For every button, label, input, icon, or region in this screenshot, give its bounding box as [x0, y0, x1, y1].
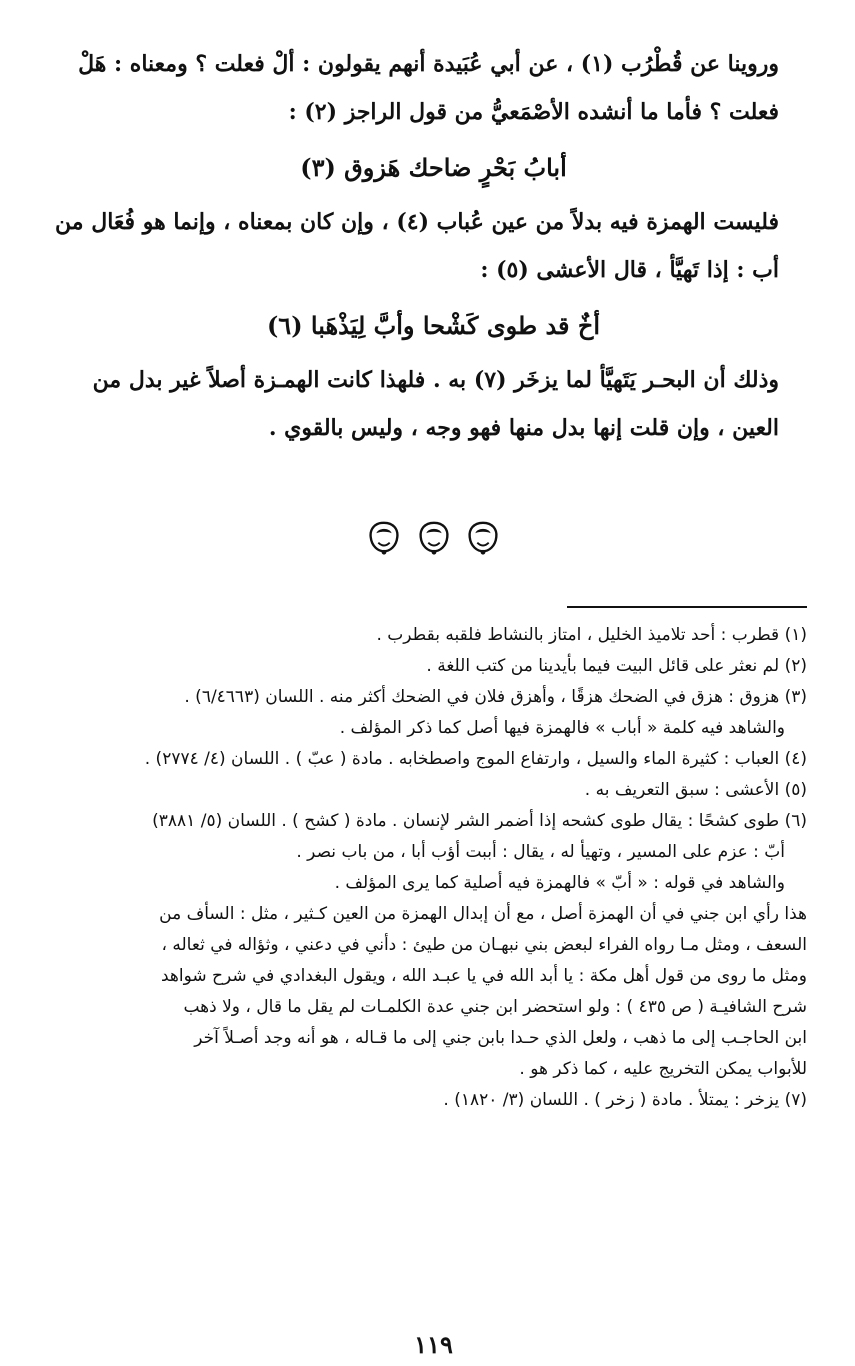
- footnote-line: ابن الحاجـب إلى ما ذهب ، ولعل الذي حـدا بابن جني إلى ما قـاله ، هو أنه وجد أصـلاً آخر: [194, 1028, 807, 1048]
- flower-ornament-icon: [415, 518, 453, 556]
- book-page: [55, 40, 807, 1366]
- footnote-5: [60, 775, 807, 806]
- footnotes: [60, 620, 807, 1116]
- footnote-4: [60, 744, 807, 775]
- section-ornaments: [60, 518, 807, 560]
- footnote-line: (٥) الأعشى : سبق التعريف به .: [584, 780, 807, 800]
- text-line: العين ، وإن قلت إنها بدل منها فهو وجه ، وليس بالقوي .: [268, 415, 779, 441]
- paragraph-2: [55, 198, 807, 294]
- footnote-commentary: [60, 899, 807, 1085]
- footnote-2: [60, 651, 807, 682]
- footnote-line: هذا رأي ابن جني في أن الهمزة أصل ، مع أن إبدال الهمزة من العين كـثير ، مثل : السأف من: [159, 904, 807, 924]
- paragraph-3: [60, 356, 807, 452]
- footnote-line: والشاهد في قوله : « أبّ » فالهمزة فيه أصلية كما يرى المؤلف .: [334, 873, 785, 893]
- footnote-divider: [567, 606, 807, 608]
- verse-2: أخٌ قد طوى كَشْحا وأبَّ لِيَذْهَبا (٦): [266, 311, 601, 340]
- footnote-line: (٢) لم نعثر على قائل البيت فيما بأيدينا من كتب اللغة .: [426, 656, 807, 676]
- footnote-3: [60, 682, 807, 744]
- verse-1: أبابُ بَحْرٍ ضاحك هَزوق (٣): [300, 153, 567, 182]
- page-number: ١١٩: [414, 1330, 453, 1359]
- text-line: وذلك أن البحـر يَتَهيَّأ لما يزخَر (٧) به . فلهذا كانت الهمـزة أصلاً غير بدل من: [92, 367, 779, 393]
- footnote-1: [60, 620, 807, 651]
- flower-ornament-icon: [365, 518, 403, 556]
- text-line: فليست الهمزة فيه بدلاً من عين عُباب (٤) ، وإن كان بمعناه ، وإنما هو فُعَال من: [55, 209, 779, 235]
- footnote-7: [60, 1085, 807, 1116]
- footnote-line: السعف ، ومثل مـا رواه الفراء لبعض بني نبهـان من طيئ : دأني في دعني ، وثؤاله في ثعاله ،: [161, 935, 807, 955]
- footnote-line: (١) قطرب : أحد تلاميذ الخليل ، امتاز بالنشاط فلقبه بقطرب .: [376, 625, 807, 645]
- paragraph-1: [60, 40, 807, 136]
- footnote-line: أبّ : عزم على المسير ، وتهيأ له ، يقال : أببت أؤب أبا ، من باب نصر .: [296, 842, 785, 862]
- footnote-line: (٣) هزوق : هزق في الضحك هزقًا ، وأهزق فلان في الضحك أكثر منه . اللسان (٦/٤٦٦٣) .: [184, 687, 807, 707]
- footnote-line: (٤) العباب : كثيرة الماء والسيل ، وارتفاع الموج واصطخابه . مادة ( عبّ ) . اللسان (٤/ ٢٧٧٤) .: [144, 749, 807, 769]
- footnote-line: للأبواب يمكن التخريج عليه ، كما ذكر هو .: [519, 1059, 807, 1079]
- text-line: وروينا عن قُطْرُب (١) ، عن أبي عُبَيدة أنهم يقولون : ألْ فعلت ؟ ومعناه : هَلْ: [78, 51, 779, 77]
- footnote-line: (٦) طوى كشحًا : يقال طوى كشحه إذا أضمر الشر لإنسان . مادة ( كشح ) . اللسان (٥/ ٣٨٨١): [152, 811, 807, 831]
- footnote-line: والشاهد فيه كلمة « أباب » فالهمزة فيها أصل كما ذكر المؤلف .: [339, 718, 785, 738]
- text-line: فعلت ؟ فأما ما أنشده الأصْمَعيُّ من قول الراجز (٢) :: [288, 99, 779, 125]
- text-line: أب : إذا تَهيَّأ ، قال الأعشى (٥) :: [480, 257, 779, 283]
- footnote-line: ومثل ما روى من قول أهل مكة : يا أبد الله في يا عبـد الله ، ويقول البغدادي في شرح شواهد: [160, 966, 807, 986]
- flower-ornament-icon: [464, 518, 502, 556]
- footnote-line: (٧) يزخر : يمتلأ . مادة ( زخر ) . اللسان (٣/ ١٨٢٠) .: [443, 1090, 807, 1110]
- footnote-6: [60, 806, 807, 899]
- footnote-line: شرح الشافيـة ( ص ٤٣٥ ) : ولو استحضر ابن جني عدة الكلمـات لم يقل ما قال ، ولا ذهب: [183, 997, 807, 1017]
